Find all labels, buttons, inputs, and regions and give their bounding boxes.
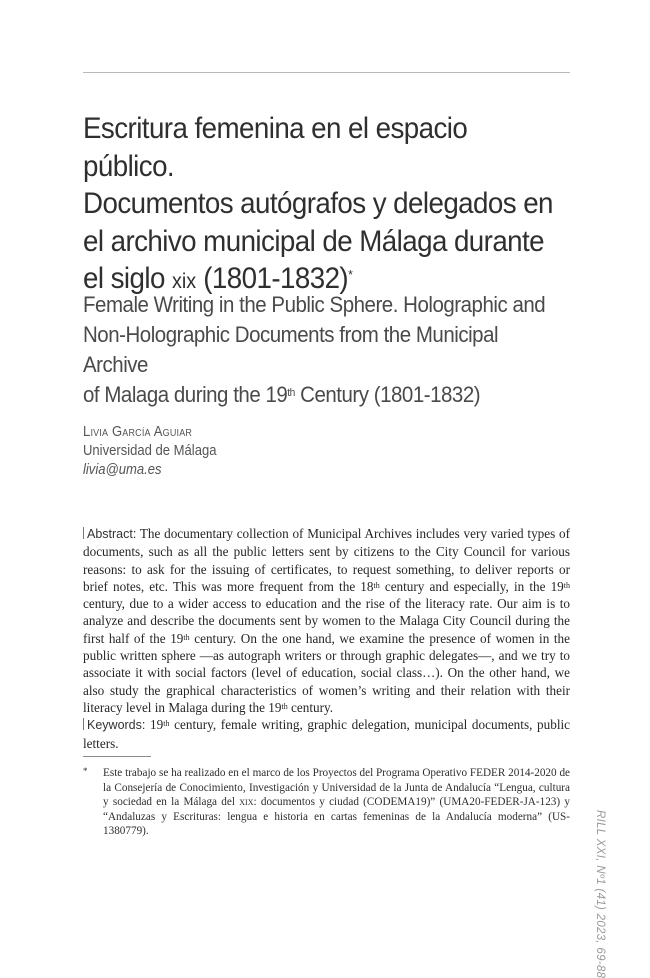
- author-name: Livia García Aguiar: [83, 424, 193, 440]
- footnote: [83, 766, 570, 839]
- author-affiliation: Universidad de Málaga: [83, 443, 217, 459]
- footnote-rule: [83, 756, 151, 757]
- author-block: [83, 423, 216, 480]
- title-footnote-mark[interactable]: *: [348, 267, 353, 282]
- section-bar: [83, 527, 84, 539]
- english-title: Female Writing in the Public Sphere. Holographic and Non-Holographic Documents from the Municipal Archive of Malaga during the 19th Century (1801-1832): [83, 292, 546, 407]
- abstract-paragraph: Abstract: The documentary collection of Municipal Archives includes very varied types of documents, such as all the public letters sent by citizens to the City Council for various reasons: to ask for the issuing of certificates, to request something, to deliver reports or brief notes, etc. This was more frequent from the 18th century and especially, in the 19th century, due to a wider access to education and the rise of the literacy rate. Our aim is to analyze and describe the documents sent by women to the Malaga City Council during the first half of the 19th century. On the one hand, we examine the presence of women in the public written sphere —as autograph writers or through graphic delegates—, and we try to associate it with social factors (level of education, social class…). On the other hand, we also study the graphical characteristics of women’s writing and their relation with their literacy level in Malaga during the 19th century.: [83, 526, 570, 715]
- keywords-label: Keywords:: [87, 718, 146, 733]
- abstract-section: [83, 525, 570, 752]
- article-title: Escritura femenina en el espacio público. Documentos autógrafos y delegados en el archivo municipal de Málaga durante el siglo xix (1801-1832)*: [83, 112, 553, 295]
- author-email[interactable]: livia@uma.es: [83, 462, 162, 478]
- footnote-mark: *: [83, 766, 88, 776]
- abstract-label: Abstract:: [87, 527, 137, 541]
- header-rule: [83, 72, 570, 73]
- section-bar: [83, 718, 84, 730]
- journal-citation-sidebar: RILL XXI, Nº1 (41) 2023, 69-88: [594, 810, 606, 978]
- footnote-text: Este trabajo se ha realizado en el marco de los Proyectos del Programa Operativo FEDER 2014-2020 de la Consejería de Conocimiento, Investigación y Universidad de la Junta de Andalucía “Lengua, cultura y sociedad en la Málaga del xix: documentos y ciudad (CODEMA19)” (UMA20-FEDER-JA-123) y “Andaluzas y Escrituras: lengua e historia en cartas femeninas de la Andalucía moderna” (US-1380779).: [103, 767, 570, 837]
- keywords-paragraph: Keywords: 19th century, female writing, graphic delegation, municipal documents, public letters.: [83, 717, 571, 751]
